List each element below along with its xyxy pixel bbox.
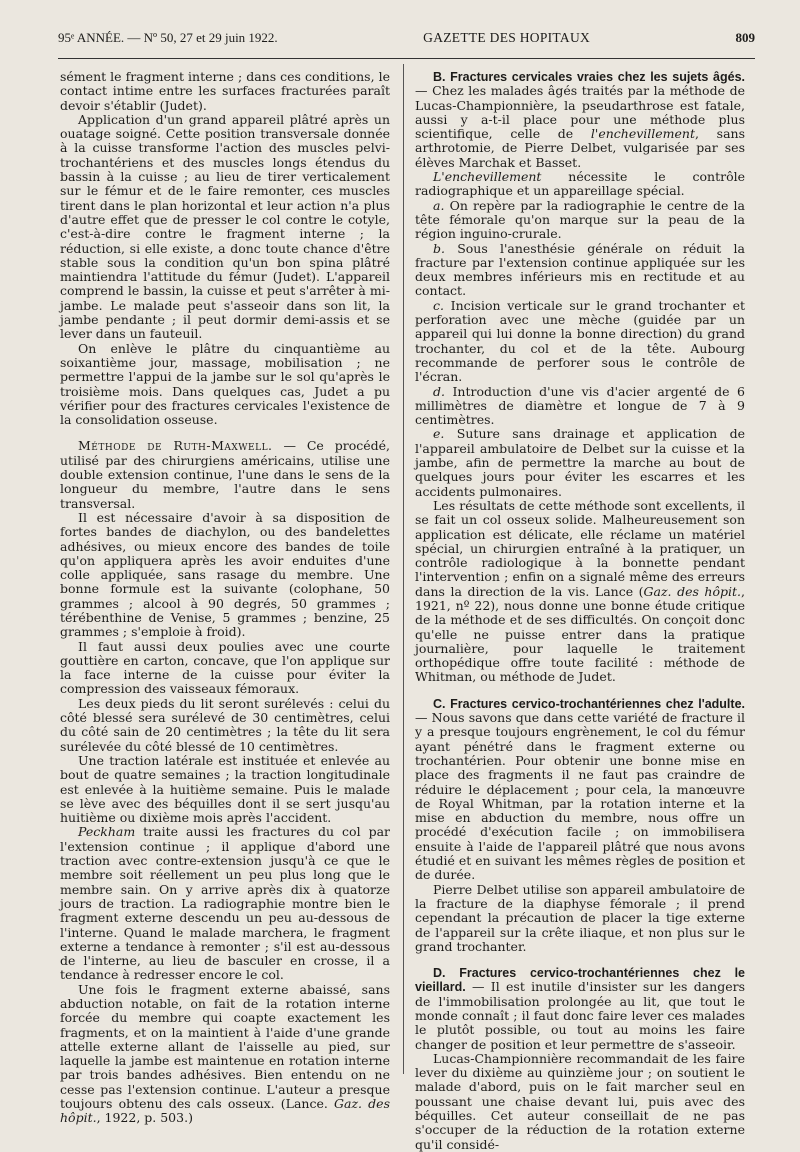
- step-a: [415, 199, 745, 242]
- paragraph-text: — Ce procédé, utilisé par des chirurgiens américains, utilise une double extension continue, l'une dans le sens de la longueur du membre, l'autre dans le sens transversal.: [60, 438, 390, 511]
- paragraph: [415, 697, 745, 883]
- paragraph-text: On repère par la radiographie le centre de la tête fémorale qu'on marque sur la peau de la région inguino-crurale.: [415, 197, 745, 242]
- step-c: [415, 299, 745, 385]
- step-label: a.: [433, 197, 445, 213]
- step-label: d.: [433, 383, 445, 399]
- paragraph: [415, 966, 745, 1052]
- paragraph: [60, 439, 390, 510]
- citation: Gaz. des hôpit.: [643, 583, 742, 599]
- paragraph-text: Introduction d'une vis d'acier argenté de 6 millimètres de diamètre et longue de 7 à 9 centimètres.: [415, 383, 745, 428]
- paragraph-text: nécessite le contrôle radiographique et un appareillage spécial.: [415, 169, 745, 199]
- paragraph-text: Une fois le fragment externe abaissé, sans abduction notable, on fait de la rotation interne forcée du membre qui coapte exactement les fragments, et on la maintient à l'aide d'une grande attelle externe allant de l'aisselle au pied, sur laquelle la jambe est maintenue en rotation interne par trois bandes adhésives. Bien entendu on ne cesse pas l'extension continue. L'auteur a presque toujours obtenu des cals osseux. (Lance.: [60, 981, 390, 1112]
- section-title: C. Fractures cervico-trochantériennes chez l'adulte.: [433, 696, 745, 711]
- paragraph: [60, 983, 390, 1126]
- paragraph-text: Incision verticale sur le grand trochanter et perforation avec une mèche (guidée par un appareil qui lui donne la bonne direction) du grand trochanter, du col et de la tête. Aubourg recommande de perforer sous le contrôle de l'écran.: [415, 297, 745, 385]
- paragraph: Application d'un grand appareil plâtré après un ouatage soigné. Cette position transversale donnée à la cuisse transforme l'action des muscles pelvi-trochantériens et des muscles longs étendus du bassin à la cuisse ; au lieu de tirer verticalement sur le fémur et de le faire remonter, ces muscles tirent dans le plan horizontal et leur action n'a plus d'autre effet que de presser le col contre le cotyle, c'est-à-dire contre le fragment interne ; la réduction, si elle existe, a donc toute chance d'être stable sous la condition qu'un bon spina plâtré maintiendra l'attitude du fémur (Judet). L'appareil comprend le bassin, la cuisse et peut s'arrêter à mi-jambe. Le malade peut s'asseoir dans son lit, la jambe pendante ; il peut dormir demi-assis et se lever dans un fauteuil.: [60, 111, 390, 342]
- right-column: [415, 70, 745, 1152]
- step-d: [415, 385, 745, 428]
- method-title: Méthode de Ruth-Maxwell.: [78, 438, 273, 454]
- citation: Gaz. des hôpit.: [60, 1096, 390, 1126]
- paragraph: sément le fragment interne ; dans ces conditions, le contact intime entre les surfaces fracturées paraît devoir s'établir (Judet).: [60, 69, 390, 113]
- paragraph-text: Suture sans drainage et application de l'appareil ambulatoire de Delbet sur la cuisse et la jambe, afin de permettre la marche au bout de quelques jours pour éviter les escarres et les accidents pulmonaires.: [415, 426, 745, 499]
- step-b: [415, 242, 745, 299]
- step-e: [415, 427, 745, 498]
- paragraph: [415, 499, 745, 685]
- issue-info: 95ᵉ ANNÉE. — Nº 50, 27 et 29 juin 1922.: [58, 30, 278, 45]
- paragraph: [415, 170, 745, 199]
- step-label: e.: [433, 426, 445, 442]
- paragraph-text: , 1921, nº 22), nous donne une bonne étude critique de la méthode et de ses difficultés. On conçoit donc qu'elle ne puisse entrer dans la pratique journalière, pour laquelle le traitement orthopédique offre toute facilité : méthode de Whitman, ou méthode de Judet.: [415, 583, 745, 685]
- author-name: Peckham: [78, 824, 136, 840]
- paragraph: On enlève le plâtre du cinquantième au soixantième jour, massage, mobilisation ; ne permettre l'appui de la jambe sur le sol qu'après le troisième mois. Dans quelques cas, Judet a pu vérifier pour des fractures cervicales l'existence de la consolidation osseuse.: [60, 340, 390, 428]
- paragraph: [60, 825, 390, 982]
- paragraph: Pierre Delbet utilise son appareil ambulatoire de la fracture de la diaphyse fémorale ; il prend cependant la précaution de placer la tige externe de l'appareil sur la crête iliaque, et non plus sur le grand trochanter.: [415, 881, 745, 954]
- paragraph-text: Sous l'anesthésie générale on réduit la fracture par l'extension continue appliquée sur les deux membres inférieurs mis en rectitude et au contact.: [415, 240, 745, 299]
- paragraph-text: Les résultats de cette méthode sont excellents, il se fait un col osseux solide. Malheureusement son application est délicate, elle réclame un matériel spécial, un chirurgien entraîné à la pratiquer, un contrôle radiologique à la bonnette pendant l'intervention ; enfin on a signalé même des erreurs dans la direction de la vis. Lance (: [415, 497, 745, 599]
- paragraph: [415, 70, 745, 170]
- paragraph-text: traite aussi les fractures du col par l'extension continue ; il applique d'abord une traction avec contre-extension jusqu'à ce que le membre soit réellement un peu plus long que le membre sain. On y arrive après dix à quatorze jours de traction. La radiographie montre bien le fragment externe descendu un peu au-dessous de l'interne. Quand le malade marchera, le fragment externe a tendance à remonter ; s'il est au-dessous de l'interne, au lieu de basculer en crosse, il a tendance à redresser encore le col.: [60, 824, 390, 983]
- paragraph: Il faut aussi deux poulies avec une courte gouttière en carton, concave, que l'on applique sur la face interne de la cuisse pour éviter la compression des vaisseaux fémoraux.: [60, 638, 390, 697]
- paragraph: Les deux pieds du lit seront surélevés : celui du côté blessé sera surélevé de 30 centimètres, celui du côté sain de 20 centimètres ; la tête du lit sera surélevée du côté blessé de 10 centimètres.: [60, 695, 390, 754]
- header-rule: [58, 58, 755, 59]
- paragraph-text: — Nous savons que dans cette variété de fracture il y a presque toujours engrènement, le col du fémur ayant pénétré dans le fragment externe ou trochantérien. Pour obtenir une bonne mise en place des fragments il ne faut pas craindre de réduire le déplacement ; pour cela, la manœuvre de Royal Whitman, par la rotation interne et la mise en abduction du membre, nous offre un procédé d'exécution facile ; on immobilisera ensuite à l'aide de l'appareil plâtré que nous avons étudié et en suivant les mêmes règles de position et de durée.: [415, 710, 745, 883]
- left-column: [60, 70, 390, 1126]
- paragraph-text: , sans arthrotomie, de Pierre Delbet, vulgarisée par ses élèves Marchak et Basset.: [415, 126, 745, 170]
- paragraph-text: , 1922, p. 503.): [96, 1110, 193, 1126]
- page-header: [58, 30, 755, 54]
- paragraph-text: — Chez les malades âgés traités par la méthode de Lucas-Championnière, la pseudarthrose est fatale, aussi y a-t-il place pour une méthode plus scientifique, celle de: [415, 83, 745, 142]
- step-label: c.: [433, 297, 444, 313]
- journal-title: GAZETTE DES HOPITAUX: [423, 30, 591, 45]
- section-title: B. Fractures cervicales vraies chez les sujets âgés.: [433, 70, 745, 84]
- emphasis: L'enchevillement: [433, 169, 542, 185]
- section-title: D. Fractures cervico-trochantériennes chez le vieillard.: [415, 966, 745, 995]
- paragraph: Il est nécessaire d'avoir à sa disposition de fortes bandes de diachylon, ou des bandelettes adhésives, ou mieux encore des bandes de toile qu'on appliquera après les avoir enduites d'une colle appliquée, sans rasage du membre. Une bonne formule est la suivante (colophane, 50 grammes ; alcool à 90 degrés, 50 grammes ; térébenthine de Venise, 5 grammes ; benzine, 25 grammes ; s'emploie à froid).: [60, 509, 390, 640]
- step-label: b.: [433, 240, 445, 256]
- column-divider: [403, 64, 404, 1074]
- paragraph: Une traction latérale est instituée et enlevée au bout de quatre semaines ; la traction longitudinale est enlevée à la huitième semaine. Puis le malade se lève avec des béquilles dont il se sert jusqu'au huitième ou dixième mois après l'accident.: [60, 752, 390, 826]
- page-number: 809: [735, 30, 755, 45]
- emphasis: l'enchevillement: [590, 126, 695, 142]
- paragraph-text: — Il est inutile d'insister sur les dangers de l'immobilisation prolongée au lit, que tout le monde connaît ; il faut donc faire lever ces malades le plutôt possible, ou tout au moins les faire changer de position et leur permettre de s'asseoir.: [415, 979, 745, 1052]
- paragraph: Lucas-Championnière recommandait de les faire lever du dixième au quinzième jour ; on soutient le malade d'abord, puis on le fait marcher seul en poussant une chaise devant lui, puis avec des béquilles. Cet auteur conseillait de ne pas s'occuper de la réduction de la rotation externe qu'il considé-: [415, 1050, 745, 1152]
